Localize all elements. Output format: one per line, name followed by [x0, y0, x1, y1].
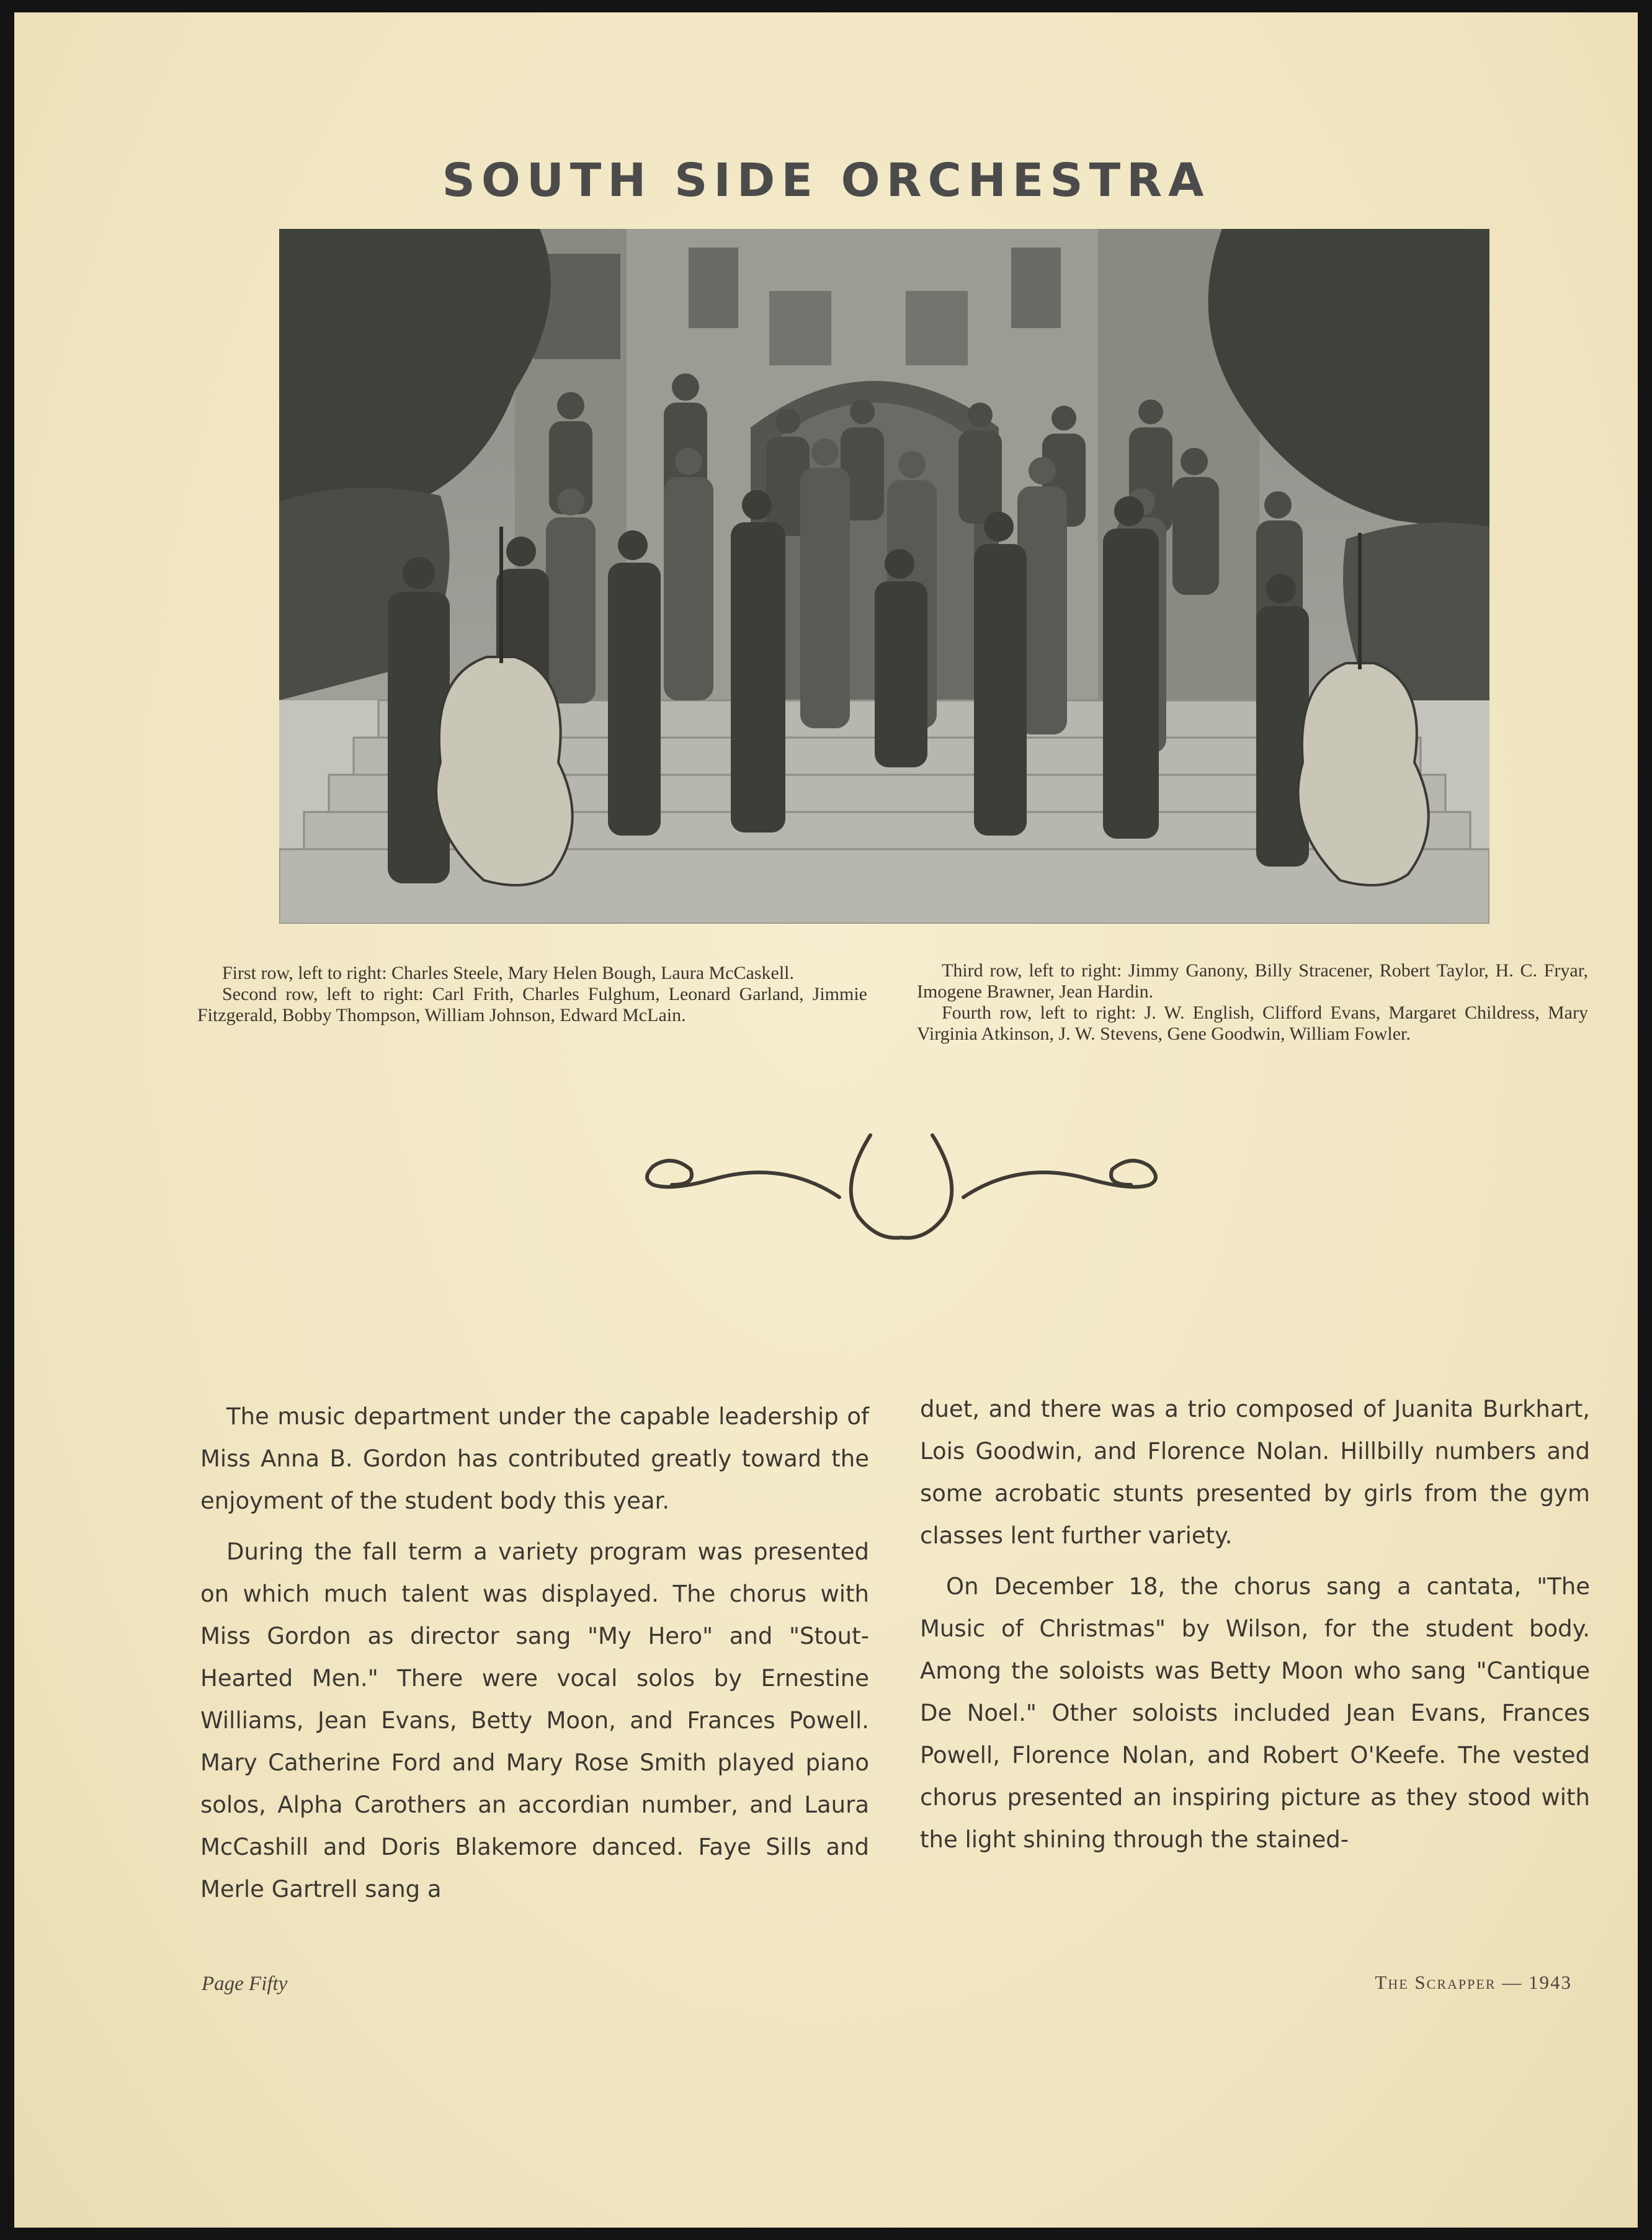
article-paragraph: On December 18, the chorus sang a cantata, "The Music of Christmas" by Wilson, for the student body. Among the soloists was Betty Moon who sang "Cantique De Noel." Other soloists included Jean Evans, Frances Powell, Florence Nolan, and Robert O'Keefe. The vested chorus presented an inspiring picture as they stood with the light shining through the stained-: [920, 1573, 1590, 1853]
publication-name: The Scrapper: [1375, 1971, 1496, 1993]
caption-third-row: Third row, left to right: Jimmy Ganony, Billy Stracener, Robert Taylor, H. C. Fryar, Imogene Brawner, Jean Hardin.: [917, 960, 1588, 1002]
article-column-left: [200, 1396, 869, 1919]
caption-right: [917, 960, 1588, 1045]
page-title: SOUTH SIDE ORCHESTRA: [442, 154, 1210, 207]
article-column-right: [920, 1388, 1590, 1870]
publication-footer: [1375, 1971, 1572, 1994]
article-paragraph: During the fall term a variety program was presented on which much talent was displayed. The chorus with Miss Gordon as director sang "My Hero" and "Stout-Hearted Men." There were vocal solos by Ernestine Williams, Jean Evans, Betty Moon, and Frances Powell. Mary Catherine Ford and Mary Rose Smith played piano solos, Alpha Carothers an accordian number, and Laura McCashill and Doris Blakemore danced. Faye Sills and Merle Gartrell sang a: [200, 1538, 869, 1903]
yearbook-page: [14, 12, 1638, 2228]
article-paragraph: The music department under the capable leadership of Miss Anna B. Gordon has contributed greatly toward the enjoyment of the student body this year.: [200, 1403, 869, 1514]
caption-second-row: Second row, left to right: Carl Frith, Charles Fulghum, Leonard Garland, Jimmie Fitzgerald, Bobby Thompson, William Johnson, Edward McLain.: [197, 984, 867, 1025]
caption-first-row: First row, left to right: Charles Steele, Mary Helen Bough, Laura McCaskell.: [222, 963, 795, 983]
orchestra-group-photo: [279, 229, 1489, 924]
caption-fourth-row: Fourth row, left to right: J. W. English, Clifford Evans, Margaret Childress, Mary Virginia Atkinson, J. W. Stevens, Gene Goodwin, William Fowler.: [917, 1002, 1588, 1044]
decorative-flourish: [628, 1092, 1174, 1265]
article-paragraph: duet, and there was a trio composed of Juanita Burkhart, Lois Goodwin, and Florence Nolan. Hillbilly numbers and some acrobatic stunts presented by girls from the gym classes lent further variety.: [920, 1396, 1590, 1549]
caption-left: [197, 963, 867, 1026]
publication-year: 1943: [1529, 1971, 1572, 1993]
flourish-ornament: [628, 1092, 1174, 1265]
page-number-label: Page Fifty: [202, 1973, 288, 1995]
footer-separator: —: [1502, 1971, 1523, 1993]
photo-illustration: [279, 229, 1489, 924]
